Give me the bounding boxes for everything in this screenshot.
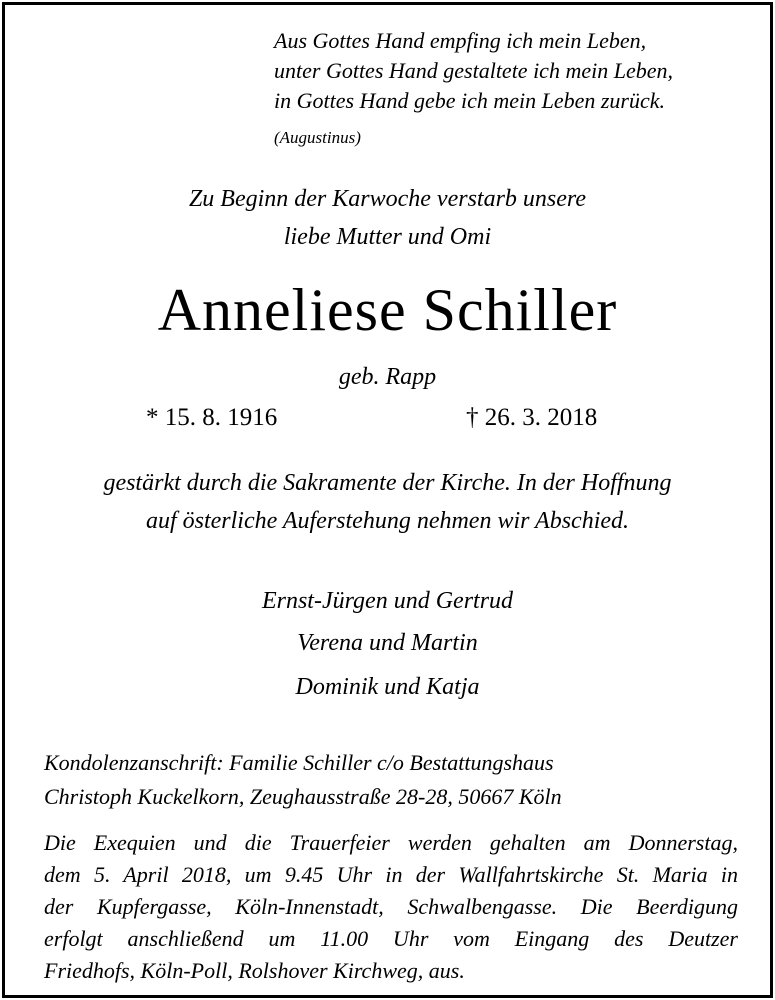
quote-line-1: Aus Gottes Hand empfing ich mein Leben, (274, 28, 647, 53)
birth-name: geb. Rapp (338, 364, 437, 390)
family-member-2: Verena und Martin (297, 630, 478, 656)
service-line-5: Friedhofs, Köln-Poll, Rolshover Kirchweg, aus. (44, 958, 465, 983)
statement-line-2: auf österliche Auferstehung nehmen wir Abschied. (145, 508, 630, 534)
service-line-1: Die Exequien und die Trauerfeier werden gehalten am Donnerstag, (44, 830, 738, 855)
family-member-1: Ernst-Jürgen und Gertrud (261, 588, 514, 614)
condolence-line-2: Christoph Kuckelkorn, Zeughausstraße 28-28, 50667 Köln (44, 784, 562, 809)
family-member-3: Dominik und Katja (295, 674, 480, 700)
service-line-3: der Kupfergasse, Köln-Innenstadt, Schwalbengasse. Die Beerdigung (44, 894, 738, 919)
condolence-line-1: Kondolenzanschrift: Familie Schiller c/o Bestattungshaus (44, 750, 554, 775)
service-line-2: dem 5. April 2018, um 9.45 Uhr in der Wallfahrtskirche St. Maria in (44, 862, 738, 887)
birth-date: * 15. 8. 1916 (146, 404, 278, 431)
death-date: † 26. 3. 2018 (466, 404, 598, 431)
deceased-name: Anneliese Schiller (157, 277, 618, 343)
quote-line-3: in Gottes Hand gebe ich mein Leben zurück. (274, 88, 666, 113)
quote-source: (Augustinus) (274, 128, 361, 147)
service-line-4: erfolgt anschließend um 11.00 Uhr vom Eingang des Deutzer (44, 926, 738, 951)
intro-line-2: liebe Mutter und Omi (283, 224, 492, 250)
statement-line-1: gestärkt durch die Sakramente der Kirche. In der Hoffnung (103, 470, 672, 496)
quote-line-2: unter Gottes Hand gestaltete ich mein Leben, (274, 58, 673, 83)
intro-line-1: Zu Beginn der Karwoche verstarb unsere (188, 186, 587, 212)
